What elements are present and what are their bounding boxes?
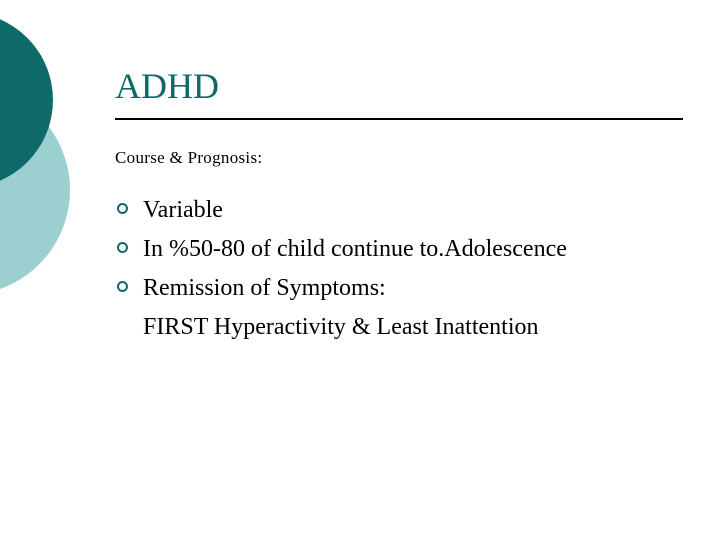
decorative-circles — [0, 0, 120, 300]
bullet-text-continuation: FIRST Hyperactivity & Least Inattention — [143, 314, 539, 340]
hollow-circle-icon — [117, 203, 128, 214]
slide-title: ADHD — [115, 66, 219, 106]
bullet-item — [115, 230, 567, 269]
bullet-list — [115, 191, 567, 347]
hollow-circle-icon — [117, 281, 128, 292]
bullet-text: Variable — [143, 197, 223, 223]
title-divider — [115, 118, 683, 120]
bullet-item — [115, 269, 567, 347]
bullet-text: Remission of Symptoms: — [143, 275, 386, 301]
slide-subtitle: Course & Prognosis: — [115, 148, 263, 167]
bullet-item — [115, 191, 567, 230]
bullet-text: In %50-80 of child continue to.Adolescence — [143, 236, 567, 262]
hollow-circle-icon — [117, 242, 128, 253]
